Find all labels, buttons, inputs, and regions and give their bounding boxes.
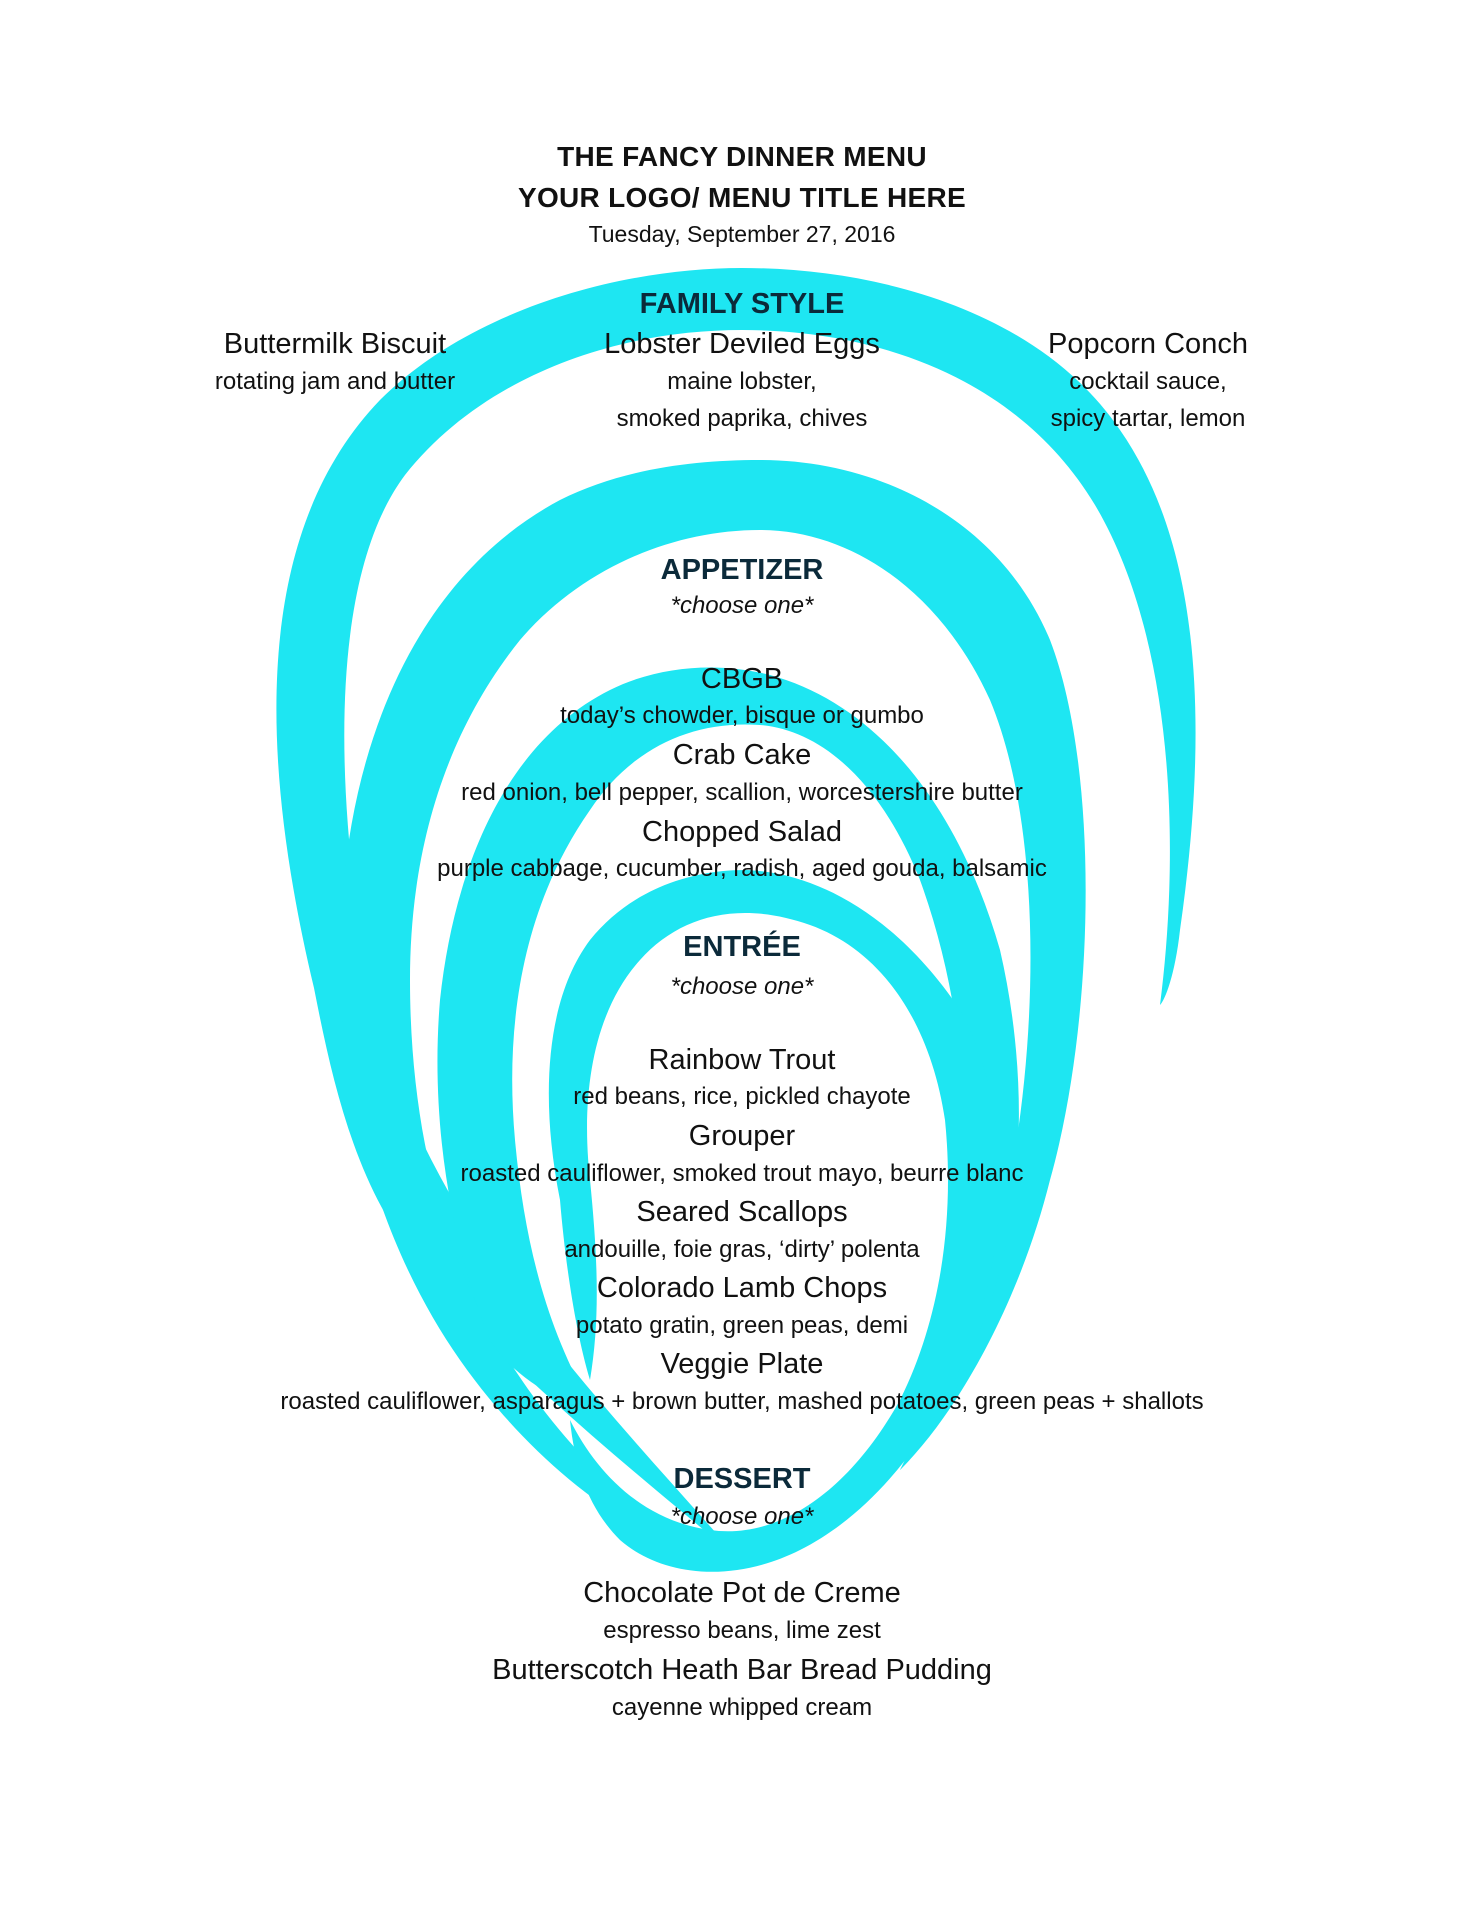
entree-item-desc: potato gratin, green peas, demi <box>575 1312 909 1339</box>
entree-item-name: Veggie Plate <box>660 1348 824 1380</box>
entree-item-desc: red beans, rice, pickled chayote <box>573 1083 911 1110</box>
entree-item-name: Seared Scallops <box>636 1196 848 1228</box>
dessert-note: *choose one* <box>670 1503 814 1530</box>
dessert-heading: DESSERT <box>673 1463 811 1495</box>
dessert-item-name: Butterscotch Heath Bar Bread Pudding <box>492 1654 992 1686</box>
menu-subtitle: YOUR LOGO/ MENU TITLE HERE <box>517 182 967 213</box>
entree-note: *choose one* <box>670 973 814 1000</box>
appetizer-item-desc: purple cabbage, cucumber, radish, aged gouda, balsamic <box>437 855 1047 882</box>
entree-item-name: Grouper <box>688 1120 796 1152</box>
appetizer-item-desc: today’s chowder, bisque or gumbo <box>560 702 924 729</box>
menu-title: THE FANCY DINNER MENU <box>557 141 927 172</box>
family-center-desc-1: maine lobster, <box>667 368 817 395</box>
family-left-name: Buttermilk Biscuit <box>223 328 447 360</box>
entree-item-desc: andouille, foie gras, ‘dirty’ polenta <box>564 1236 920 1263</box>
entree-item-desc: roasted cauliflower, smoked trout mayo, beurre blanc <box>460 1160 1024 1187</box>
menu-date: Tuesday, September 27, 2016 <box>588 221 896 247</box>
appetizer-item-name: CBGB <box>700 663 784 695</box>
family-left-desc: rotating jam and butter <box>214 368 456 395</box>
appetizer-note: *choose one* <box>670 592 814 619</box>
family-right-desc-1: cocktail sauce, <box>1069 368 1227 395</box>
entree-item-desc: roasted cauliflower, asparagus + brown butter, mashed potatoes, green peas + shallots <box>280 1388 1204 1415</box>
entree-heading: ENTRÉE <box>683 931 801 963</box>
family-right-desc-2: spicy tartar, lemon <box>1050 405 1246 432</box>
entree-item-name: Rainbow Trout <box>648 1044 836 1076</box>
family-right-name: Popcorn Conch <box>1048 328 1248 360</box>
family-center-desc-2: smoked paprika, chives <box>616 405 868 432</box>
dessert-item-name: Chocolate Pot de Creme <box>583 1577 901 1609</box>
appetizer-item-name: Crab Cake <box>672 739 812 771</box>
appetizer-item-name: Chopped Salad <box>642 816 842 848</box>
appetizer-item-desc: red onion, bell pepper, scallion, worcestershire butter <box>461 779 1023 806</box>
appetizer-heading: APPETIZER <box>660 554 824 586</box>
family-style-heading: FAMILY STYLE <box>639 288 845 320</box>
dessert-item-desc: espresso beans, lime zest <box>603 1617 881 1644</box>
dessert-item-desc: cayenne whipped cream <box>611 1694 873 1721</box>
entree-item-name: Colorado Lamb Chops <box>596 1272 888 1304</box>
family-center-name: Lobster Deviled Eggs <box>604 328 880 360</box>
